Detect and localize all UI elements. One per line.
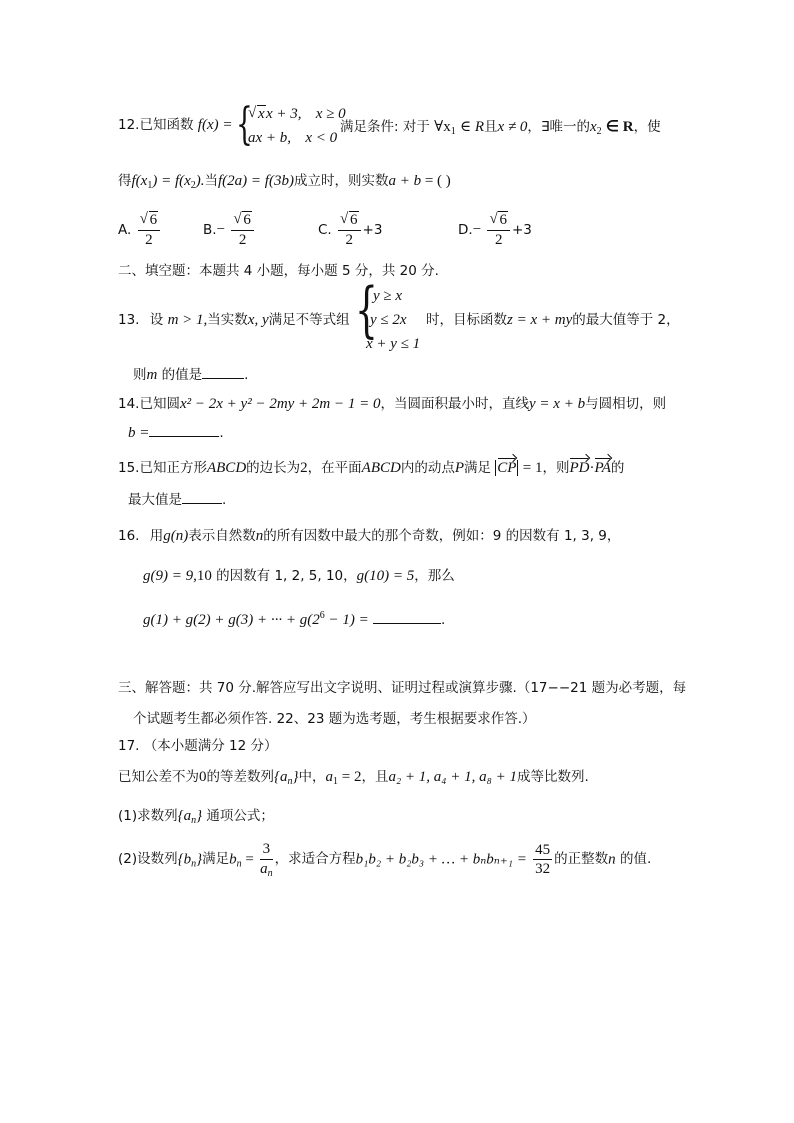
q16-period: . xyxy=(441,612,446,628)
q13-answer-blank[interactable] xyxy=(202,378,244,379)
q17-bn-den-sub: n xyxy=(267,867,273,879)
option-a-den: 2 xyxy=(145,231,153,248)
q17-part2-text2: ，求适合方程 xyxy=(274,851,356,867)
q12-de: 得 xyxy=(118,173,132,189)
q15-text7: 的 xyxy=(610,460,625,476)
q14-line1 xyxy=(118,397,666,412)
option-d-den: 2 xyxy=(494,231,503,248)
q15-vector-pa: PA xyxy=(594,457,610,476)
option-c-frac xyxy=(338,212,361,248)
q12-line2 xyxy=(118,174,451,191)
q16-line3 xyxy=(143,611,445,628)
q13-line2 xyxy=(133,368,248,383)
q16-g10: g(10) = 5 xyxy=(356,568,415,584)
q13-row1: y ≥ x xyxy=(373,288,403,304)
q13-system-brace: { xyxy=(355,275,378,345)
option-b-minus: − xyxy=(216,221,226,238)
q12-in-bold-r: ∈ R xyxy=(605,119,634,135)
q14-text3: 与圆相切，则 xyxy=(585,396,667,412)
q17-part2-tail: 的值. xyxy=(615,851,652,867)
q17-a1-eq: = 2 xyxy=(338,769,362,785)
q12-case1-cond: x ≥ 0 xyxy=(315,106,346,122)
q13-m-gt-1: m > 1, xyxy=(167,312,208,328)
q16-text1: 用 xyxy=(149,528,164,544)
q13-line1 xyxy=(118,313,350,328)
q15-text2: 的边长为 xyxy=(246,460,301,476)
option-d-num: 6 xyxy=(499,212,507,228)
q17-header: 17. （本小题满分 12 分） xyxy=(118,738,278,754)
q15-line1 xyxy=(118,457,624,476)
q15-text5: 满足 xyxy=(464,460,491,476)
q17-stem-end: 成等比数列. xyxy=(516,769,589,785)
q17-part1-end: 通项公式； xyxy=(202,808,274,824)
option-a-num: 6 xyxy=(149,212,158,228)
q13-value-text: 的值是 xyxy=(157,367,203,383)
q17-part1 xyxy=(118,809,274,826)
q15-period: . xyxy=(222,492,227,508)
q17-part1-sub: n xyxy=(191,815,197,826)
q15-answer-blank[interactable] xyxy=(182,503,222,504)
q16-g9: g(9) = 9, xyxy=(143,568,197,584)
q14-line-eq: y = x + b xyxy=(529,396,586,412)
q15-number: 15. xyxy=(118,460,140,476)
q13-text3: 满足不等式组 xyxy=(268,312,350,328)
q12-chengli: 成立时，则实数 xyxy=(293,173,389,189)
q17-part1-label: (1)求数列 xyxy=(118,808,178,824)
option-d-tail: +3 xyxy=(511,222,532,238)
q17-part2-close: } xyxy=(196,851,203,868)
q14-text2: ，当圆面积最小时，直线 xyxy=(380,396,530,412)
q17-a1-sub: 1 xyxy=(333,776,338,787)
q12-text-pre: 已知函数 xyxy=(139,117,194,133)
q12-eq-fx2: ) = f(x xyxy=(152,173,191,189)
option-d-minus: − xyxy=(472,221,482,238)
q12-x-ne-0: x ≠ 0 xyxy=(497,119,528,135)
q17-stem-pre: 已知公差不为 xyxy=(118,769,199,785)
q12-fx1-sub: 1 xyxy=(147,180,153,191)
q13-text2: 当实数 xyxy=(207,312,248,328)
q12-forall: ∀x xyxy=(434,119,451,135)
q17-stem-mid: 的等差数列 xyxy=(206,769,274,785)
q13-text4: 时，目标函数 xyxy=(426,312,507,328)
q16-exponent: 6 xyxy=(319,610,325,621)
q12-piecewise-brace: { xyxy=(236,99,253,150)
q17-bn-num: 3 xyxy=(260,841,273,860)
option-b-den: 2 xyxy=(238,231,247,248)
q13-line1-tail xyxy=(426,313,680,328)
q17-bn: b xyxy=(229,851,237,868)
q14-text1: 已知圆 xyxy=(139,396,180,412)
q12-option-d xyxy=(458,212,532,248)
section2-heading: 二、填空题：本题共 4 小题，每小题 5 分，共 20 分. xyxy=(118,263,439,279)
q12-shi: ，使 xyxy=(633,119,661,135)
q12-and: 且 xyxy=(484,119,498,135)
q16-text3: 的所有因数中最大的那个奇数，例如：9 的因数有 1, 3, 9， xyxy=(263,528,621,544)
q14-number: 14. xyxy=(118,396,140,412)
q17-part2-text: 满足 xyxy=(202,851,230,867)
q17-zero: 0 xyxy=(199,769,207,785)
option-b-label: B. xyxy=(203,222,217,238)
q12-case1 xyxy=(248,107,346,122)
q13-objective: z = x + my xyxy=(507,312,573,328)
q17-an-seq: {a xyxy=(274,769,288,785)
q12-sqrt-x: √ x xyxy=(248,107,266,122)
q17-part2-end: 的正整数 xyxy=(554,851,609,867)
q13-period: . xyxy=(244,367,249,383)
q15-abs-cp xyxy=(495,460,518,476)
q13-xy: x, y xyxy=(247,312,269,328)
q12-f2a-eq-f3b: f(2a) = f(3b) xyxy=(218,173,294,189)
q17-bn-frac xyxy=(260,841,273,879)
q16-line1 xyxy=(118,529,620,544)
q15-text6: ，则 xyxy=(542,460,570,476)
q12-close: ). xyxy=(195,173,205,189)
q14-b-eq: b = xyxy=(128,425,150,441)
q17-rhs-frac xyxy=(533,842,552,878)
q14-period: . xyxy=(219,425,224,441)
q12-number: 12. xyxy=(118,117,140,133)
option-a-label: A. xyxy=(118,222,132,238)
q16-gn: g(n) xyxy=(163,528,189,544)
q15-eq-1: = 1 xyxy=(522,460,543,476)
q17-rhs-num: 45 xyxy=(533,842,552,861)
q15-text1: 已知正方形 xyxy=(139,460,207,476)
q17-bn-den-a: a xyxy=(260,860,268,877)
q17-bn-eq: = xyxy=(241,851,254,868)
q17-product-sum: b₁b₂ + b₂b₃ + … + bₙbₙ₊₁ = xyxy=(355,851,527,868)
q12-answer-paren: = ( ) xyxy=(421,173,451,189)
option-c-num: 6 xyxy=(350,212,358,228)
q16-line2-text: 的因数有 1, 2, 5, 10， xyxy=(211,568,357,584)
q12-f-def: f(x) = xyxy=(197,117,233,133)
q17-part2-n: n xyxy=(608,851,616,868)
section3-heading-line1: 三、解答题：共 70 分.解答应写出文字说明、证明过程或演算步骤.（17−−21 题为必考题，每 xyxy=(118,680,687,696)
q15-text3: ，在平面 xyxy=(307,460,362,476)
q17-part2 xyxy=(118,841,651,879)
q12-x2: x xyxy=(589,119,597,135)
q15-two: 2 xyxy=(300,460,308,476)
q12-line1 xyxy=(118,118,232,133)
q16-sum: g(1) + g(2) + g(3) + ··· + g(2 xyxy=(143,612,320,628)
option-c-label: C. xyxy=(318,222,332,238)
q13-row2: y ≤ 2x xyxy=(370,312,407,328)
q16-text2: 表示自然数 xyxy=(188,528,256,544)
q15-vector-cp: CP xyxy=(497,457,516,476)
q13-number: 13. xyxy=(118,312,140,328)
q12-forall-sub: 1 xyxy=(450,126,456,137)
q17-part2-label: (2)设数列 xyxy=(118,851,178,867)
q17-a1: a xyxy=(325,769,333,785)
q12-case2-cond: x < 0 xyxy=(305,130,338,146)
q15-abcd: ABCD xyxy=(206,460,247,476)
q15-p: P xyxy=(454,460,464,476)
option-b-frac xyxy=(231,212,254,248)
q17-part1-seq: {a xyxy=(177,808,192,824)
q15-line2 xyxy=(128,494,226,508)
q12-case2 xyxy=(248,131,337,146)
q15-dot: · xyxy=(589,460,595,476)
q17-part2-seq: {b xyxy=(177,851,192,868)
q12-line1-tail xyxy=(340,120,661,137)
q17-part1-close: } xyxy=(196,808,203,824)
q13-row3: x + y ≤ 1 xyxy=(366,336,421,352)
q12-x2-sub: 2 xyxy=(596,126,602,137)
q16-number: 16. xyxy=(118,528,140,544)
option-c-den: 2 xyxy=(345,231,354,248)
option-d-label: D. xyxy=(458,222,473,238)
q17-zhong: 中， xyxy=(298,769,326,785)
q17-an-sub: n xyxy=(287,776,293,787)
q17-terms: a₂ + 1, a₄ + 1, a₈ + 1 xyxy=(388,769,517,785)
q14-line2 xyxy=(128,426,224,441)
q15-max-text: 最大值是 xyxy=(128,492,182,508)
q12-case1-expr: x + 3, xyxy=(265,106,302,122)
q17-part2-sub: n xyxy=(191,858,197,870)
q12-fx1: f(x xyxy=(131,173,148,189)
q12-text-mid: 满足条件: 对于 xyxy=(340,119,430,135)
q12-dang: 当 xyxy=(204,173,219,189)
q13-m: m xyxy=(146,367,158,383)
q13-text1: 设 xyxy=(149,312,164,328)
q13-text5: 的最大值等于 2， xyxy=(572,312,680,328)
q15-text4: 内的动点 xyxy=(400,460,455,476)
q12-exists: ，∃唯一的 xyxy=(527,119,590,135)
q16-name: ，那么 xyxy=(414,568,455,584)
q12-in-r: ∈ R xyxy=(460,119,485,135)
section3-heading-line2: 个试题考生都必须作答. 22、23 题为选考题，考生根据要求作答.） xyxy=(133,711,536,727)
q12-case2-expr: ax + b, xyxy=(248,130,292,146)
q12-option-c xyxy=(318,212,382,248)
option-a-frac xyxy=(138,212,161,248)
q12-fx2-sub: 2 xyxy=(190,180,196,191)
q16-n: n xyxy=(255,528,264,544)
option-d-frac xyxy=(487,212,510,248)
q16-answer-blank[interactable] xyxy=(373,623,441,624)
q17-an-close: } xyxy=(292,769,299,785)
q15-vector-pd: PD xyxy=(569,457,589,476)
q12-option-a xyxy=(118,212,162,248)
q17-stem xyxy=(118,770,589,787)
option-c-tail: +3 xyxy=(362,222,383,238)
q17-bn-sub: n xyxy=(236,858,242,870)
q17-qie: ，且 xyxy=(361,769,389,785)
q13-ze: 则 xyxy=(133,367,147,383)
q14-circle-eq: x² − 2x + y² − 2my + 2m − 1 = 0 xyxy=(179,396,381,412)
option-b-num: 6 xyxy=(243,212,251,228)
q16-ten: 10 xyxy=(196,568,212,584)
q12-a-plus-b: a + b xyxy=(388,173,422,189)
q16-line2 xyxy=(143,569,455,584)
q16-close: − 1) = xyxy=(324,612,369,628)
q14-answer-blank[interactable] xyxy=(149,436,219,437)
q15-abcd2: ABCD xyxy=(361,460,401,476)
q17-rhs-den: 32 xyxy=(535,861,551,878)
q12-option-b xyxy=(203,212,256,248)
